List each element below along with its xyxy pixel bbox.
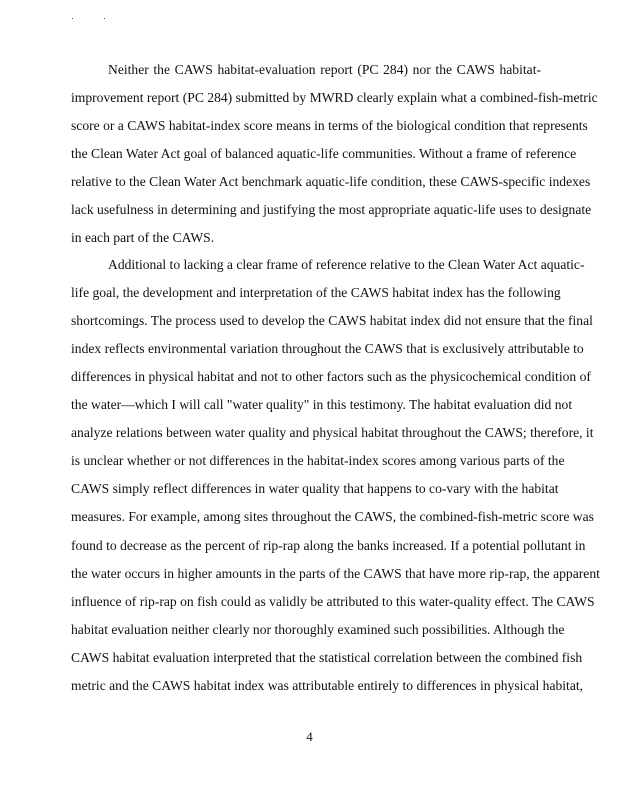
scan-speck [72, 18, 73, 19]
text-line: is unclear whether or not differences in the habitat-index scores among various parts of the [71, 453, 565, 469]
text-line: CAWS simply reflect differences in water quality that happens to co-vary with the habitat [71, 481, 559, 497]
text-line: index reflects environmental variation throughout the CAWS that is exclusively attributable to [71, 341, 584, 357]
text-line: lack usefulness in determining and justifying the most appropriate aquatic-life uses to designate [71, 202, 592, 218]
text-line: life goal, the development and interpretation of the CAWS habitat index has the following [71, 285, 561, 301]
text-line: analyze relations between water quality and physical habitat throughout the CAWS; therefore, it [71, 425, 594, 441]
text-line: the water—which I will call "water quality" in this testimony. The habitat evaluation did not [71, 397, 573, 413]
text-line: the water occurs in higher amounts in the parts of the CAWS that have more rip-rap, the apparent [71, 565, 600, 581]
text-line: score or a CAWS habitat-index score means in terms of the biological condition that represents [71, 118, 588, 134]
text-line: improvement report (PC 284) submitted by MWRD clearly explain what a combined-fish-metric [71, 90, 598, 106]
text-line: Neither the CAWS habitat-evaluation report (PC 284) nor the CAWS habitat- [108, 62, 541, 77]
text-line: metric and the CAWS habitat index was attributable entirely to differences in physical habitat, [71, 677, 584, 693]
text-line: relative to the Clean Water Act benchmark aquatic-life condition, these CAWS-specific indexes [71, 174, 591, 190]
text-line: CAWS habitat evaluation interpreted that the statistical correlation between the combined fish [71, 649, 583, 665]
text-line: the Clean Water Act goal of balanced aquatic-life communities. Without a frame of reference [71, 146, 577, 162]
text-line: in each part of the CAWS. [71, 230, 215, 246]
text-line: differences in physical habitat and not to other factors such as the physicochemical condition of [71, 369, 591, 385]
text-line: measures. For example, among sites throughout the CAWS, the combined-fish-metric score was [71, 509, 594, 525]
text-line: Additional to lacking a clear frame of reference relative to the Clean Water Act aquatic- [108, 257, 585, 272]
scan-speck [104, 18, 105, 19]
page-number: 4 [306, 729, 313, 744]
text-line: habitat evaluation neither clearly nor thoroughly examined such possibilities. Although the [71, 621, 565, 637]
text-line: influence of rip-rap on fish could as validly be attributed to this water-quality effect. The CAWS [71, 593, 595, 609]
text-line: found to decrease as the percent of rip-rap along the banks increased. If a potential pollutant in [71, 537, 586, 553]
text-line: shortcomings. The process used to develop the CAWS habitat index did not ensure that the final [71, 313, 593, 329]
